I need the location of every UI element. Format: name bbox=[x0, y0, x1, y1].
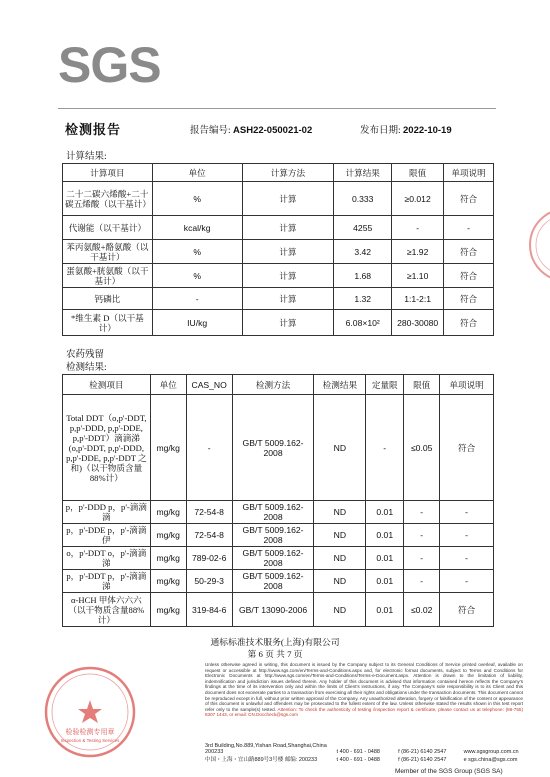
unit-cell: mg/kg bbox=[150, 593, 186, 627]
result-cell: 3.42 bbox=[334, 240, 392, 264]
note-cell: - bbox=[440, 524, 494, 547]
result-cell: 1.32 bbox=[334, 288, 392, 310]
note-cell: 符合 bbox=[444, 182, 494, 216]
footer-company: 通标标准技术服务(上海)有限公司 bbox=[210, 637, 340, 647]
note-cell: 符合 bbox=[444, 288, 494, 310]
unit-cell: % bbox=[152, 264, 242, 288]
table-row bbox=[63, 524, 494, 547]
result-cell: ND bbox=[314, 395, 366, 501]
method-cell: 计算 bbox=[242, 182, 334, 216]
table-row bbox=[63, 310, 494, 336]
note-cell: 符合 bbox=[444, 240, 494, 264]
limit-cell: - bbox=[404, 570, 440, 593]
unit-cell: % bbox=[152, 182, 242, 216]
result-cell: 4255 bbox=[334, 216, 392, 240]
table-row bbox=[63, 501, 494, 524]
method-cell: 计算 bbox=[242, 310, 334, 336]
cas-cell: 319-84-6 bbox=[186, 593, 232, 627]
header-cell: 单位 bbox=[152, 164, 242, 182]
pesticide-results-table bbox=[62, 374, 494, 627]
item-cell: p，p'-DDD p，p'-滴滴滴 bbox=[63, 501, 151, 524]
cas-cell: - bbox=[186, 395, 232, 501]
table-row bbox=[63, 547, 494, 570]
unit-cell: mg/kg bbox=[150, 547, 186, 570]
method-cell: GB/T 13090-2006 bbox=[232, 593, 314, 627]
header-cell: 检测项目 bbox=[63, 375, 151, 395]
address-en: 3rd Building,No.889,Yishan Road,Shanghai,China 200233 t 400 - 691 - 0488 f (86-21) 6140 2547 www.sgsgroup.com.cn bbox=[205, 743, 519, 755]
item-cell: 二十二碳六烯酸+二十碳五烯酸（以干基计） bbox=[63, 182, 153, 216]
cas-cell: 50-29-3 bbox=[186, 570, 232, 593]
header-rule bbox=[58, 108, 496, 109]
note-cell: - bbox=[440, 570, 494, 593]
header-cell: 检测结果 bbox=[314, 375, 366, 395]
result-cell: ND bbox=[314, 547, 366, 570]
header-cell: 单项说明 bbox=[444, 164, 494, 182]
official-seal-icon bbox=[40, 662, 140, 762]
table-row bbox=[63, 182, 494, 216]
header-cell: 定量限 bbox=[366, 375, 404, 395]
note-cell: - bbox=[444, 216, 494, 240]
table-row bbox=[63, 395, 494, 501]
method-cell: 计算 bbox=[242, 264, 334, 288]
unit-cell: IU/kg bbox=[152, 310, 242, 336]
unit-cell: - bbox=[152, 288, 242, 310]
method-cell: 计算 bbox=[242, 288, 334, 310]
note-cell: 符合 bbox=[440, 593, 494, 627]
header-cell: 单项说明 bbox=[440, 375, 494, 395]
loq-cell: 0.01 bbox=[366, 501, 404, 524]
item-cell: 钙磷比 bbox=[63, 288, 153, 310]
side-seal-icon bbox=[526, 190, 550, 300]
header-cell: 计算项目 bbox=[63, 164, 153, 182]
table-header-row bbox=[63, 375, 494, 395]
item-cell: Total DDT（o,p'-DDT, p,p'-DDD, p,p'-DDE, p,p'-DDT）滴滴涕(o,p'-DDT, p,p'-DDD, p,p'-DDE, p,p'-DDT 之和)（以干物质含量88%计） bbox=[63, 395, 151, 501]
result-cell: ND bbox=[314, 593, 366, 627]
loq-cell: 0.01 bbox=[366, 524, 404, 547]
table-row bbox=[63, 288, 494, 310]
pest-results-label: 检测结果: bbox=[66, 363, 107, 373]
result-cell: 0.333 bbox=[334, 182, 392, 216]
method-cell: 计算 bbox=[242, 216, 334, 240]
authenticity-note: Attention: To check the authenticity of testing /inspection report & certificate, please contact us at telephone: (86-755) 8307 1443, or email: CN.Doccheck@sgs.com bbox=[205, 706, 523, 718]
header-cell: 限值 bbox=[404, 375, 440, 395]
header-cell: CAS_NO bbox=[186, 375, 232, 395]
member-note: Member of the SGS Group (SGS SA) bbox=[395, 768, 503, 775]
header-cell: 计算结果 bbox=[334, 164, 392, 182]
limit-cell: ≤0.05 bbox=[404, 395, 440, 501]
report-number: 报告编号: ASH22-050021-02 bbox=[190, 125, 313, 136]
note-cell: 符合 bbox=[440, 395, 494, 501]
header-cell: 限值 bbox=[392, 164, 444, 182]
svg-text:SGS: SGS bbox=[58, 38, 161, 88]
table-row bbox=[63, 570, 494, 593]
note-cell: 符合 bbox=[444, 264, 494, 288]
note-cell: - bbox=[440, 547, 494, 570]
item-cell: 蛋氨酸+胱氨酸（以干基计） bbox=[63, 264, 153, 288]
method-cell: GB/T 5009.162-2008 bbox=[232, 524, 314, 547]
calc-section-label: 计算结果: bbox=[66, 152, 107, 162]
address-cn: 中国・上海・宜山路889号3号楼 邮编: 200233 t 400 - 691 - 0488 f (86-21) 6140 2547 e sgs.china@sgs.com bbox=[205, 757, 518, 763]
limit-cell: - bbox=[404, 501, 440, 524]
unit-cell: mg/kg bbox=[150, 501, 186, 524]
pest-section-label: 农药残留 bbox=[66, 350, 105, 360]
loq-cell: 0.01 bbox=[366, 570, 404, 593]
method-cell: GB/T 5009.162-2008 bbox=[232, 570, 314, 593]
method-cell: GB/T 5009.162-2008 bbox=[232, 547, 314, 570]
item-cell: o，p'-DDT o，p'-滴滴涕 bbox=[63, 547, 151, 570]
svg-text:检验检测专用章: 检验检测专用章 bbox=[65, 728, 115, 736]
sgs-logo bbox=[58, 38, 163, 88]
result-cell: ND bbox=[314, 570, 366, 593]
result-cell: ND bbox=[314, 524, 366, 547]
result-cell: 1.68 bbox=[334, 264, 392, 288]
item-cell: p，p'-DDT p，p'-滴滴涕 bbox=[63, 570, 151, 593]
item-cell: 代谢能（以干基计） bbox=[63, 216, 153, 240]
unit-cell: mg/kg bbox=[150, 395, 186, 501]
loq-cell: 0.01 bbox=[366, 547, 404, 570]
limit-cell: 280-30080 bbox=[392, 310, 444, 336]
result-cell: ND bbox=[314, 501, 366, 524]
item-cell: *维生素 D（以干基计） bbox=[63, 310, 153, 336]
header-cell: 检测方法 bbox=[232, 375, 314, 395]
table-row bbox=[63, 216, 494, 240]
result-cell: 6.08×10² bbox=[334, 310, 392, 336]
method-cell: 计算 bbox=[242, 240, 334, 264]
item-cell: p，p'-DDE p，p'-滴滴伊 bbox=[63, 524, 151, 547]
loq-cell: - bbox=[366, 395, 404, 501]
method-cell: GB/T 5009.162-2008 bbox=[232, 501, 314, 524]
page-number: 第 6 页 共 7 页 bbox=[247, 649, 303, 659]
cas-cell: 72-54-8 bbox=[186, 524, 232, 547]
limit-cell: ≤0.02 bbox=[404, 593, 440, 627]
method-cell: GB/T 5009.162-2008 bbox=[232, 395, 314, 501]
limit-cell: ≥0.012 bbox=[392, 182, 444, 216]
cas-cell: 789-02-6 bbox=[186, 547, 232, 570]
limit-cell: 1:1-2:1 bbox=[392, 288, 444, 310]
table-header-row bbox=[63, 164, 494, 182]
limit-cell: ≥1.10 bbox=[392, 264, 444, 288]
item-cell: α-HCH 甲体六六六（以干物质含量88%计） bbox=[63, 593, 151, 627]
header-cell: 计算方法 bbox=[242, 164, 334, 182]
table-row bbox=[63, 240, 494, 264]
table-row bbox=[63, 593, 494, 627]
svg-text:Inspection & Testing Services: Inspection & Testing Services bbox=[60, 738, 120, 743]
unit-cell: kcal/kg bbox=[152, 216, 242, 240]
page-title: 检测报告 bbox=[65, 123, 122, 138]
loq-cell: 0.01 bbox=[366, 593, 404, 627]
table-row bbox=[63, 264, 494, 288]
header-cell: 单位 bbox=[150, 375, 186, 395]
limit-cell: - bbox=[404, 524, 440, 547]
terms-fine-print: Unless otherwise agreed in writing, this document is issued by the Company subject to its General Conditions of Service printed overleaf, available on request or accessible at http://www.sgs.com/en/Terms-and-Conditions.aspx and, for electronic format documents, subject to Terms and Conditions for Electronic Documents at http://www.sgs.com/en/Terms-and-Conditions/Terms-e-Document.aspx. Attention is drawn to the limitation of liability, indemnification and jurisdiction issues defined therein. Any holder of this document is advised that information contained hereon reflects the Company's findings at the time of its intervention only and within the limits of Client's instructions, if any. The Company's sole responsibility is to its Client and this document does not exonerate parties to a transaction from exercising all their rights and obligations under the transaction documents. This document cannot be reproduced except in full, without prior written approval of the Company. Any unauthorized alteration, forgery or falsification of the content or appearance of this document is unlawful and offenders may be prosecuted to the fullest extent of the law. Unless otherwise stated the results shown in this test report refer only to the sample(s) tested. Attention: To check the authenticity of testing /inspection report & certificate, please contact us at telephone: (86-755) 8307 1443, or email: CN.Doccheck@sgs.com bbox=[205, 662, 523, 718]
limit-cell: - bbox=[392, 216, 444, 240]
calc-results-table bbox=[62, 163, 494, 336]
issue-date: 发布日期: 2022-10-19 bbox=[360, 125, 452, 136]
limit-cell: - bbox=[404, 547, 440, 570]
cas-cell: 72-54-8 bbox=[186, 501, 232, 524]
unit-cell: mg/kg bbox=[150, 524, 186, 547]
unit-cell: mg/kg bbox=[150, 570, 186, 593]
item-cell: 苯丙氨酸+酪氨酸（以干基计） bbox=[63, 240, 153, 264]
limit-cell: ≥1.92 bbox=[392, 240, 444, 264]
unit-cell: % bbox=[152, 240, 242, 264]
note-cell: 符合 bbox=[444, 310, 494, 336]
note-cell: - bbox=[440, 501, 494, 524]
